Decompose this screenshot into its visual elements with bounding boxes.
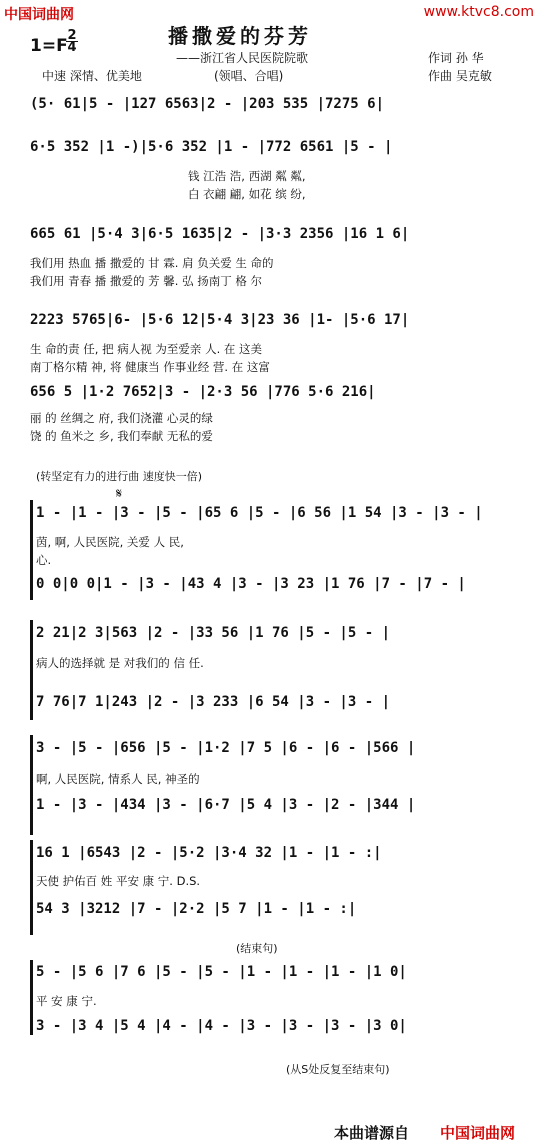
time-signature [66,30,78,53]
subtitle: ——浙江省人民医院院歌 [176,51,309,65]
lyric-row-4b: 南丁格尔精 神, 将 健康当 作事业经 营. 在 这富 [30,360,270,374]
song-title: 播撒爱的芬芳 [168,24,312,48]
system-2-lyrics: 病人的选择就 是 对我们的 信 任. [36,656,204,670]
ending-lyrics: 平 安 康 宁. [36,994,97,1008]
lyric-row-2a: 钱 江浩 浩, 西湖 粼 粼, [188,169,306,183]
system-3-lower: 1 - |3 - |434 |3 - |6·7 |5 4 |3 - |2 - |344 | [36,797,416,813]
tempo-change-direction: (转坚定有力的进行曲 速度快一倍) [36,470,203,483]
footer-source-label: 本曲谱源自 [334,1124,410,1142]
lyric-row-3a: 我们用 热血 播 撒爱的 甘 霖. 肩 负关爱 生 命的 [30,256,274,270]
ending-upper: 5 - |5 6 |7 6 |5 - |5 - |1 - |1 - |1 - |1 0| [36,964,407,980]
ending-lower: 3 - |3 4 |5 4 |4 - |4 - |3 - |3 - |3 - |3 0| [36,1018,407,1034]
lyricist: 作词 孙 华 [428,51,484,65]
time-top: 2 [67,28,77,43]
segno-sign: 𝄋 [116,486,123,502]
repeat-instruction: (从S处反复至结束句) [286,1063,390,1076]
lyric-row-2b: 白 衣翩 翩, 如花 缤 纷, [188,187,306,201]
score-row-3: 665 61 |5·4 3|6·5 1635|2 - |3·3 2356 |16 1 6| [30,226,410,242]
system-4-lower: 54 3 |3212 |7 - |2·2 |5 7 |1 - |1 - :| [36,901,357,917]
lyric-row-3b: 我们用 青春 播 撒爱的 芳 馨. 弘 扬南丁 格 尔 [30,274,263,288]
performance-form: (领唱、合唱) [214,69,284,83]
ending-label: (结束句) [236,942,278,955]
system-brace-2 [30,620,33,720]
tempo-marking: 中速 深情、优美地 [42,69,142,83]
system-4-lyrics: 天使 护佑百 姓 平安 康 宁. D.S. [36,874,201,888]
time-bottom: 4 [67,40,77,55]
score-row-1: (5· 61|5 - |127 6563|2 - |203 535 |7275 6| [30,96,385,112]
system-1-lyrics-alt: 心. [36,553,52,567]
system-brace-1 [30,500,33,600]
system-1-upper: 1 - |1 - |3 - |5 - |65 6 |5 - |6 56 |1 54 |3 - |3 - | [36,505,483,521]
score-row-2: 6·5 352 |1 -)|5·6 352 |1 - |772 6561 |5 - | [30,139,393,155]
lyric-row-5b: 饶 的 鱼米之 乡, 我们奉献 无私的爱 [30,429,213,443]
system-brace-3 [30,735,33,835]
watermark-top-right: www.ktvc8.com [423,4,534,20]
composer: 作曲 吴克敏 [428,69,492,83]
system-3-lyrics: 啊, 人民医院, 情系人 民, 神圣的 [36,772,200,786]
system-4-upper: 16 1 |6543 |2 - |5·2 |3·4 32 |1 - |1 - :| [36,845,382,861]
system-2-lower: 7 76|7 1|243 |2 - |3 233 |6 54 |3 - |3 - | [36,694,391,710]
system-3-upper: 3 - |5 - |656 |5 - |1·2 |7 5 |6 - |6 - |566 | [36,740,416,756]
system-brace-4 [30,840,33,935]
score-row-4: 2223 5765|6- |5·6 12|5·4 3|23 36 |1- |5·6 17| [30,312,410,328]
lyric-row-5a: 丽 的 丝绸之 府, 我们浇灌 心灵的绿 [30,411,213,425]
system-1-lower: 0 0|0 0|1 - |3 - |43 4 |3 - |3 23 |1 76 |7 - |7 - | [36,576,466,592]
watermark-top-left: 中国词曲网 [4,7,74,23]
system-2-upper: 2 21|2 3|563 |2 - |33 56 |1 76 |5 - |5 - | [36,625,391,641]
lyric-row-4a: 生 命的责 任, 把 病人视 为至爱亲 人. 在 这美 [30,342,263,356]
key-signature: 1=F [30,36,68,56]
footer-watermark: 中国词曲网 [440,1124,516,1142]
system-1-lyrics: 茵, 啊, 人民医院, 关爱 人 民, [36,535,184,549]
score-row-5: 656 5 |1·2 7652|3 - |2·3 56 |776 5·6 216| [30,384,376,400]
system-brace-ending [30,960,33,1035]
